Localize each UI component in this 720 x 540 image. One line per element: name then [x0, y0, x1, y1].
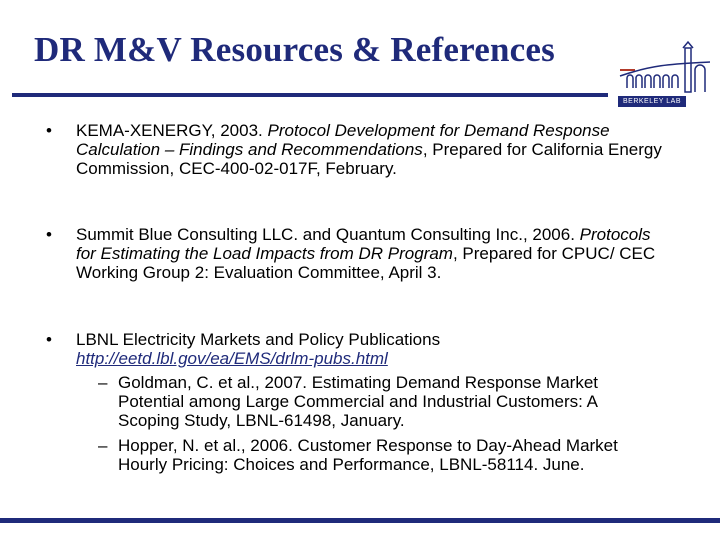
- subitem-goldman: Goldman, C. et al., 2007. Estimating Demand Response Market Potential among Large Commercial and Industrial Customers: A Scoping Study, LBNL-61498, January.: [118, 373, 599, 430]
- reference-lbnl: [76, 330, 666, 368]
- lbnl-publications-link[interactable]: http://eetd.lbl.gov/ea/EMS/drlm-pubs.html: [76, 349, 388, 368]
- subitem-1-marker: –: [98, 373, 108, 392]
- bullet-3-marker: •: [46, 330, 52, 349]
- slide-title: DR M&V Resources & References: [34, 30, 555, 69]
- reference-summit-blue: Summit Blue Consulting LLC. and Quantum Consulting Inc., 2006. Protocols for Estimating the Load Impacts from DR Program, Prepared for CPUC/ CEC Working Group 2: Evaluation Committee, April 3.: [76, 225, 656, 282]
- bullet-2-marker: •: [46, 225, 52, 244]
- logo-label: BERKELEY LAB: [618, 96, 686, 107]
- subitem-2-marker: –: [98, 436, 108, 455]
- lbnl-heading: LBNL Electricity Markets and Policy Publications: [76, 330, 441, 349]
- subitem-hopper: Hopper, N. et al., 2006. Customer Response to Day-Ahead Market Hourly Pricing: Choices and Performance, LBNL-58114. June.: [118, 436, 618, 474]
- footer-divider: [0, 518, 720, 523]
- reference-kema: KEMA-XENERGY, 2003. Protocol Development for Demand Response Calculation – Findings and Recommendations, Prepared for California Energy Commission, CEC-400-02-017F, February.: [76, 121, 662, 178]
- bullet-1-marker: •: [46, 121, 52, 140]
